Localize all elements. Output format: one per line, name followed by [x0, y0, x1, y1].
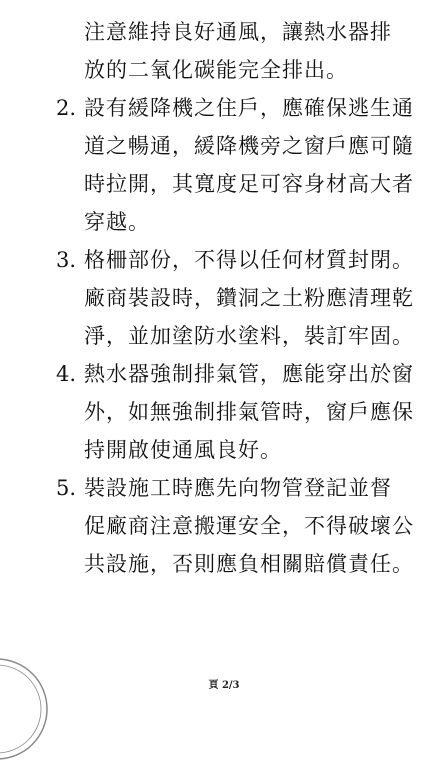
item-number-2: 2. — [56, 96, 77, 120]
item-3-line-3: 淨，並加塗防水塗料，裝訂牢固。 — [84, 324, 414, 348]
intro-line-2: 放的二氧化碳能完全排出。 — [84, 58, 348, 82]
seal-stamp — [0, 654, 52, 764]
item-number-4: 4. — [56, 362, 77, 386]
item-3-line-2: 廠商裝設時，鑽洞之土粉應清理乾 — [84, 286, 414, 310]
intro-line-1: 注意維持良好通風，讓熱水器排 — [84, 20, 392, 44]
item-2-line-2: 道之暢通，緩降機旁之窗戶應可隨 — [84, 134, 414, 158]
item-3-line-1: 格柵部份，不得以任何材質封閉。 — [84, 248, 414, 272]
item-2-line-3: 時拉開，其寬度足可容身材高大者 — [84, 172, 414, 196]
page-number: 頁 2/3 — [208, 680, 240, 691]
item-number-5: 5. — [56, 476, 77, 500]
item-2-line-4: 穿越。 — [84, 210, 150, 234]
item-5-line-2: 促廠商注意搬運安全，不得破壞公 — [84, 514, 414, 538]
item-number-3: 3. — [56, 248, 77, 272]
item-5-line-3: 共設施，否則應負相關賠償責任。 — [84, 552, 414, 576]
item-2-line-1: 設有緩降機之住戶，應確保逃生通 — [84, 96, 414, 120]
item-4-line-2: 外，如無強制排氣管時，窗戶應保 — [84, 400, 414, 424]
item-4-line-3: 持開啟使通風良好。 — [84, 438, 282, 462]
item-5-line-1: 裝設施工時應先向物管登記並督 — [84, 476, 392, 500]
item-4-line-1: 熱水器強制排氣管，應能穿出於窗 — [84, 362, 414, 386]
